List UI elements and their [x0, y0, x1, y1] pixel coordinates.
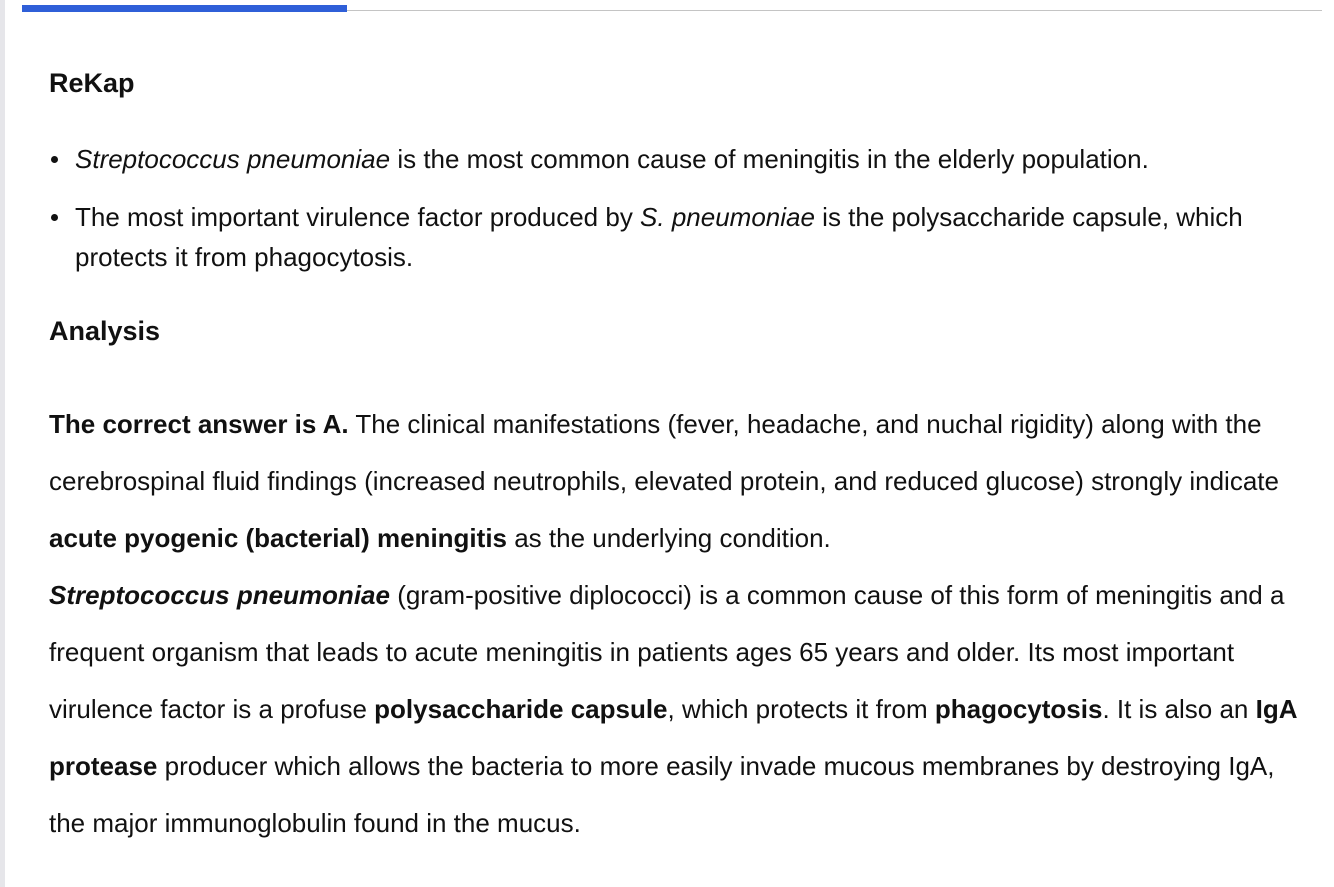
list-item — [49, 139, 1304, 179]
analysis-text: (gram-positive diplococci) is a common cause of this form of meningitis and a frequent organism that leads to acute meningitis in patients ages 65 years and older. Its most important virulence factor is a profuse — [49, 580, 1285, 724]
key-term: phagocytosis — [934, 694, 1103, 724]
correct-answer-label: The correct answer is A. — [49, 409, 349, 439]
list-item — [49, 197, 1304, 277]
analysis-heading: Analysis — [49, 316, 161, 346]
bullet-icon — [51, 156, 58, 163]
rekap-heading: ReKap — [49, 68, 135, 98]
window-left-edge — [0, 0, 5, 887]
list-item-text: The most important virulence factor produced by — [75, 202, 641, 232]
key-term: IgA protease — [49, 694, 1297, 781]
analysis-text: producer which allows the bacteria to more easily invade mucous membranes by destroying IgA, the major immunoglobulin found in the mucus. — [49, 751, 1275, 838]
analysis-text: . It is also an — [1102, 694, 1256, 724]
analysis-paragraph — [49, 396, 1304, 852]
organism-name: Streptococcus pneumoniae — [75, 144, 391, 174]
organism-name: Streptococcus pneumoniae — [49, 580, 390, 610]
rekap-list — [49, 139, 1304, 295]
analysis-text: , which protects it from — [667, 694, 935, 724]
active-tab-indicator[interactable] — [22, 5, 347, 12]
analysis-text: The clinical manifestations (fever, headache, and nuchal rigidity) along with the cerebrospinal fluid findings (increased neutrophils, elevated protein, and reduced glucose) strongly indicate — [49, 409, 1279, 496]
list-item-text: is the most common cause of meningitis in the elderly population. — [390, 144, 1149, 174]
key-term: acute pyogenic (bacterial) meningitis — [49, 523, 507, 553]
organism-name: S. pneumoniae — [640, 202, 815, 232]
analysis-text: as the underlying condition. — [507, 523, 831, 553]
list-item-text: is the polysaccharide capsule, which protects it from phagocytosis. — [75, 202, 1243, 272]
key-term: polysaccharide capsule — [374, 694, 668, 724]
bullet-icon — [51, 214, 58, 221]
